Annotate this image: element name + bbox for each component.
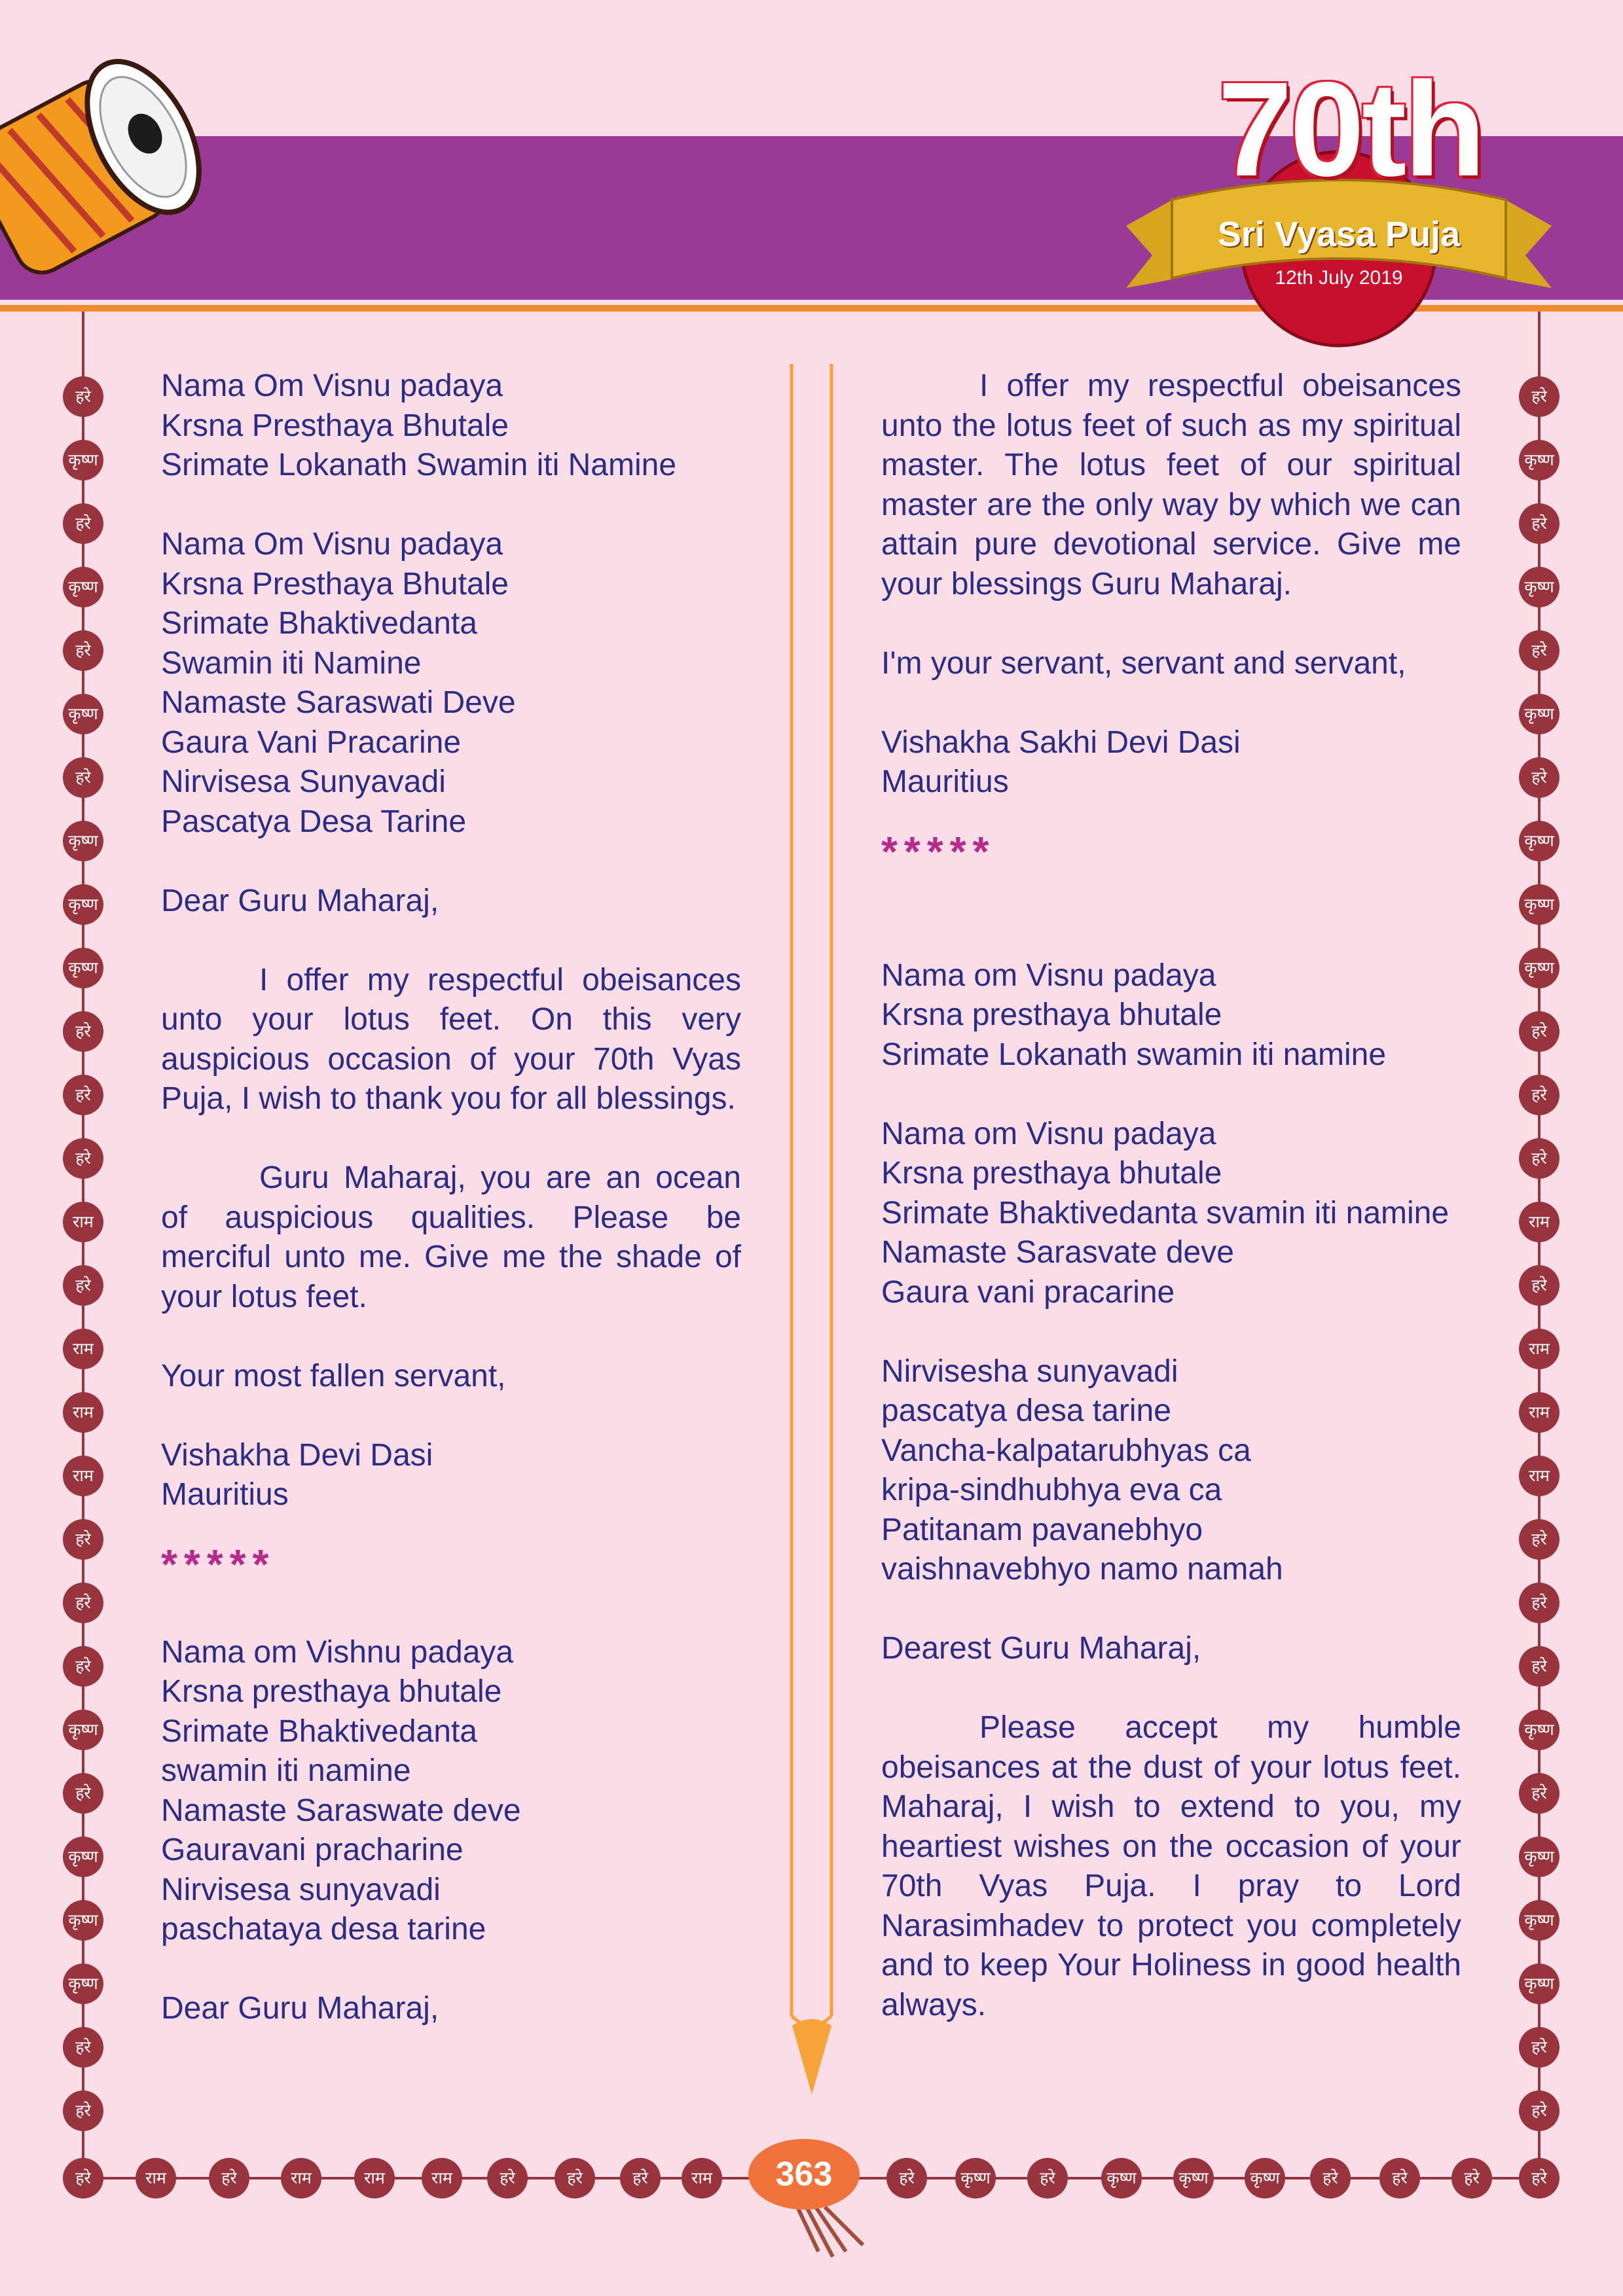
bead: हरे — [620, 2158, 661, 2198]
body-paragraph: Guru Maharaj, you are an ocean of auspicious qualities. Please be merciful unto me. Give me the shade of your lotus feet. — [161, 1160, 741, 1314]
author-country: Mauritius — [161, 1477, 289, 1512]
author-name: Vishakha Sakhi Devi Dasi — [881, 725, 1241, 760]
prayer-line: kripa-sindhubhya eva ca — [881, 1473, 1222, 1507]
prayer-block — [161, 1633, 741, 1950]
bead: हरे — [63, 503, 103, 544]
bead: कृष्ण — [63, 567, 103, 607]
bead: हरे — [63, 376, 103, 417]
bead: राम — [1519, 1392, 1559, 1433]
body-paragraph: Please accept my humble obeisances at the dust of your lotus feet. Maharaj, I wish to extend to you, my heartiest wishes on the occasion of your 70th Vyas Puja. I pray to Lord Narasimhadev to protect you completely and to keep Your Holiness in good health always. — [881, 1710, 1461, 2022]
bead: हरे — [1519, 2027, 1559, 2068]
prayer-line: pascatya desa tarine — [881, 1393, 1171, 1428]
bead: राम — [63, 1202, 103, 1242]
bead: हरे — [1519, 2158, 1559, 2198]
bead: हरे — [209, 2158, 249, 2198]
bead: कृष्ण — [1519, 948, 1559, 988]
prayer-line: Patitanam pavanebhyo — [881, 1512, 1203, 1547]
prayer-line: Namaste Sarasvate deve — [881, 1235, 1234, 1270]
prayer-line: Nama Om Visnu padaya — [161, 527, 503, 562]
bead: कृष्ण — [1519, 1900, 1559, 1941]
bead: हरे — [63, 1646, 103, 1687]
event-title: Sri Vyasa Puja — [1217, 215, 1461, 254]
bead: कृष्ण — [63, 948, 103, 988]
prayer-line: Nirvisesa Sunyavadi — [161, 764, 446, 799]
bead: कृष्ण — [1519, 1837, 1559, 1877]
prayer-line: Vancha-kalpatarubhyas ca — [881, 1433, 1251, 1468]
bead: हरे — [1519, 630, 1559, 671]
event-date: 12th July 2019 — [1275, 267, 1403, 289]
left-column — [161, 367, 741, 2029]
prayer-line: Srimate Lokanath Swamin iti Namine — [161, 448, 677, 482]
bead: कृष्ण — [1519, 694, 1559, 734]
bead: कृष्ण — [1173, 2158, 1214, 2198]
prayer-block — [881, 1115, 1461, 1313]
closing: Your most fallen servant, — [161, 1358, 506, 1393]
prayer-line: Swamin iti Namine — [161, 645, 422, 681]
prayer-line: paschataya desa tarine — [161, 1912, 486, 1946]
prayer-line: swamin iti namine — [161, 1753, 411, 1788]
separator-stars: ***** — [161, 1540, 276, 1588]
bead: हरे — [1519, 757, 1559, 798]
bead: कृष्ण — [63, 884, 103, 925]
closing: I'm your servant, servant and servant, — [881, 645, 1406, 681]
prayer-line: Srimate Lokanath swamin iti namine — [881, 1037, 1387, 1072]
bead: हरे — [1519, 376, 1559, 417]
bead: कृष्ण — [1519, 440, 1559, 480]
body-paragraph: I offer my respectful obeisances unto the lotus feet of such as my spiritual master. The lotus feet of our spiritual master are the only way by which we can attain pure devotional service. Give me your blessings Guru Maharaj. — [881, 368, 1461, 601]
body-paragraph: I offer my respectful obeisances unto your lotus feet. On this very auspicious occasion of your 70th Vyas Puja, I wish to thank you for all blessings. — [161, 962, 741, 1116]
prayer-line: Nama om Visnu padaya — [881, 1116, 1216, 1151]
bead: हरे — [1310, 2158, 1351, 2198]
prayer-block — [881, 1352, 1461, 1590]
bead: कृष्ण — [1519, 1964, 1559, 2004]
bead: हरे — [555, 2158, 595, 2198]
bead: हरे — [1519, 1138, 1559, 1179]
salutation: Dear Guru Maharaj, — [161, 1991, 439, 2026]
bead: कृष्ण — [63, 694, 103, 734]
bead: कृष्ण — [1245, 2158, 1285, 2198]
salutation: Dear Guru Maharaj, — [161, 883, 439, 918]
author-country: Mauritius — [881, 764, 1009, 799]
prayer-line: Krsna Presthaya Bhutale — [161, 566, 509, 601]
bead: हरे — [1519, 1265, 1559, 1306]
bead: राम — [63, 1456, 103, 1496]
bead: हरे — [1519, 1583, 1559, 1623]
bead: हरे — [1519, 1646, 1559, 1687]
right-column — [881, 367, 1461, 2025]
bead: राम — [63, 1392, 103, 1433]
prayer-line: Pascatya Desa Tarine — [161, 804, 467, 839]
bead: राम — [354, 2158, 395, 2198]
bead: हरे — [63, 1519, 103, 1560]
prayer-line: Srimate Bhaktivedanta — [161, 606, 477, 641]
bead: हरे — [63, 1138, 103, 1179]
bead: कृष्ण — [1519, 567, 1559, 607]
prayer-line: Namaste Saraswate deve — [161, 1793, 521, 1828]
bead: कृष्ण — [1519, 884, 1559, 925]
prayer-line: Nama om Vishnu padaya — [161, 1634, 514, 1670]
bead: राम — [136, 2158, 176, 2198]
bead: राम — [422, 2158, 462, 2198]
bead: राम — [1519, 1456, 1559, 1496]
prayer-line: Nama om Visnu padaya — [881, 958, 1216, 993]
bead: राम — [1519, 1329, 1559, 1369]
tassel-icon — [792, 2019, 831, 2094]
prayer-line: Namaste Saraswati Deve — [161, 685, 516, 720]
prayer-line: Gaura Vani Pracarine — [161, 725, 462, 760]
bead: कृष्ण — [1519, 1710, 1559, 1750]
bead: हरे — [1519, 503, 1559, 544]
prayer-line: Krsna presthaya bhutale — [881, 997, 1222, 1032]
bead: कृष्ण — [63, 1837, 103, 1877]
bead: हरे — [487, 2158, 528, 2198]
prayer-line: Gauravani pracharine — [161, 1833, 464, 1867]
prayer-line: Srimate Bhaktivedanta svamin iti namine — [881, 1195, 1450, 1230]
bead: हरे — [1027, 2158, 1068, 2198]
separator-stars: ***** — [881, 827, 996, 875]
prayer-line: Nama Om Visnu padaya — [161, 368, 503, 403]
bead: कृष्ण — [63, 1964, 103, 2004]
bead: हरे — [1379, 2158, 1420, 2198]
prayer-line: Nirvisesa sunyavadi — [161, 1872, 441, 1907]
bead: राम — [1519, 1202, 1559, 1242]
prayer-line: Gaura vani pracarine — [881, 1274, 1175, 1310]
bead: हरे — [1519, 1773, 1559, 1814]
bead: राम — [281, 2158, 321, 2198]
bead: कृष्ण — [63, 440, 103, 480]
prayer-block — [881, 956, 1461, 1075]
bead: कृष्ण — [63, 821, 103, 861]
prayer-line: Krsna presthaya bhutale — [161, 1674, 502, 1709]
bead: हरे — [63, 2158, 103, 2198]
bead: हरे — [63, 630, 103, 671]
bead: हरे — [63, 2090, 103, 2131]
bead: हरे — [63, 757, 103, 798]
prayer-line: Nirvisesha sunyavadi — [881, 1354, 1178, 1389]
page-number: 363 — [748, 2139, 860, 2210]
bead: हरे — [63, 2027, 103, 2068]
prayer-block — [161, 367, 741, 486]
bead: हरे — [63, 1011, 103, 1052]
prayer-line: Srimate Bhaktivedanta — [161, 1713, 477, 1749]
prayer-line: Krsna Presthaya Bhutale — [161, 408, 509, 443]
bead: हरे — [1519, 1519, 1559, 1560]
bead: हरे — [63, 1773, 103, 1814]
bead: हरे — [1519, 1011, 1559, 1052]
bead: हरे — [63, 1075, 103, 1115]
bead: हरे — [63, 1265, 103, 1306]
bead: हरे — [886, 2158, 927, 2198]
bead: राम — [63, 1329, 103, 1369]
salutation: Dearest Guru Maharaj, — [881, 1631, 1201, 1666]
bead: हरे — [1519, 2090, 1559, 2131]
prayer-line: Krsna presthaya bhutale — [881, 1156, 1222, 1191]
author-name: Vishakha Devi Dasi — [161, 1437, 433, 1473]
bead: राम — [682, 2158, 722, 2198]
bead: कृष्ण — [63, 1710, 103, 1750]
bead: कृष्ण — [955, 2158, 996, 2198]
bead: हरे — [1451, 2158, 1492, 2198]
bead: कृष्ण — [63, 1900, 103, 1941]
anniversary-number: 70th — [1218, 54, 1484, 204]
prayer-line: vaishnavebhyo namo namah — [881, 1552, 1283, 1587]
bead: हरे — [1519, 1075, 1559, 1115]
bead: कृष्ण — [1101, 2158, 1142, 2198]
bead: हरे — [63, 1583, 103, 1623]
bead: कृष्ण — [1519, 821, 1559, 861]
prayer-block — [161, 525, 741, 842]
